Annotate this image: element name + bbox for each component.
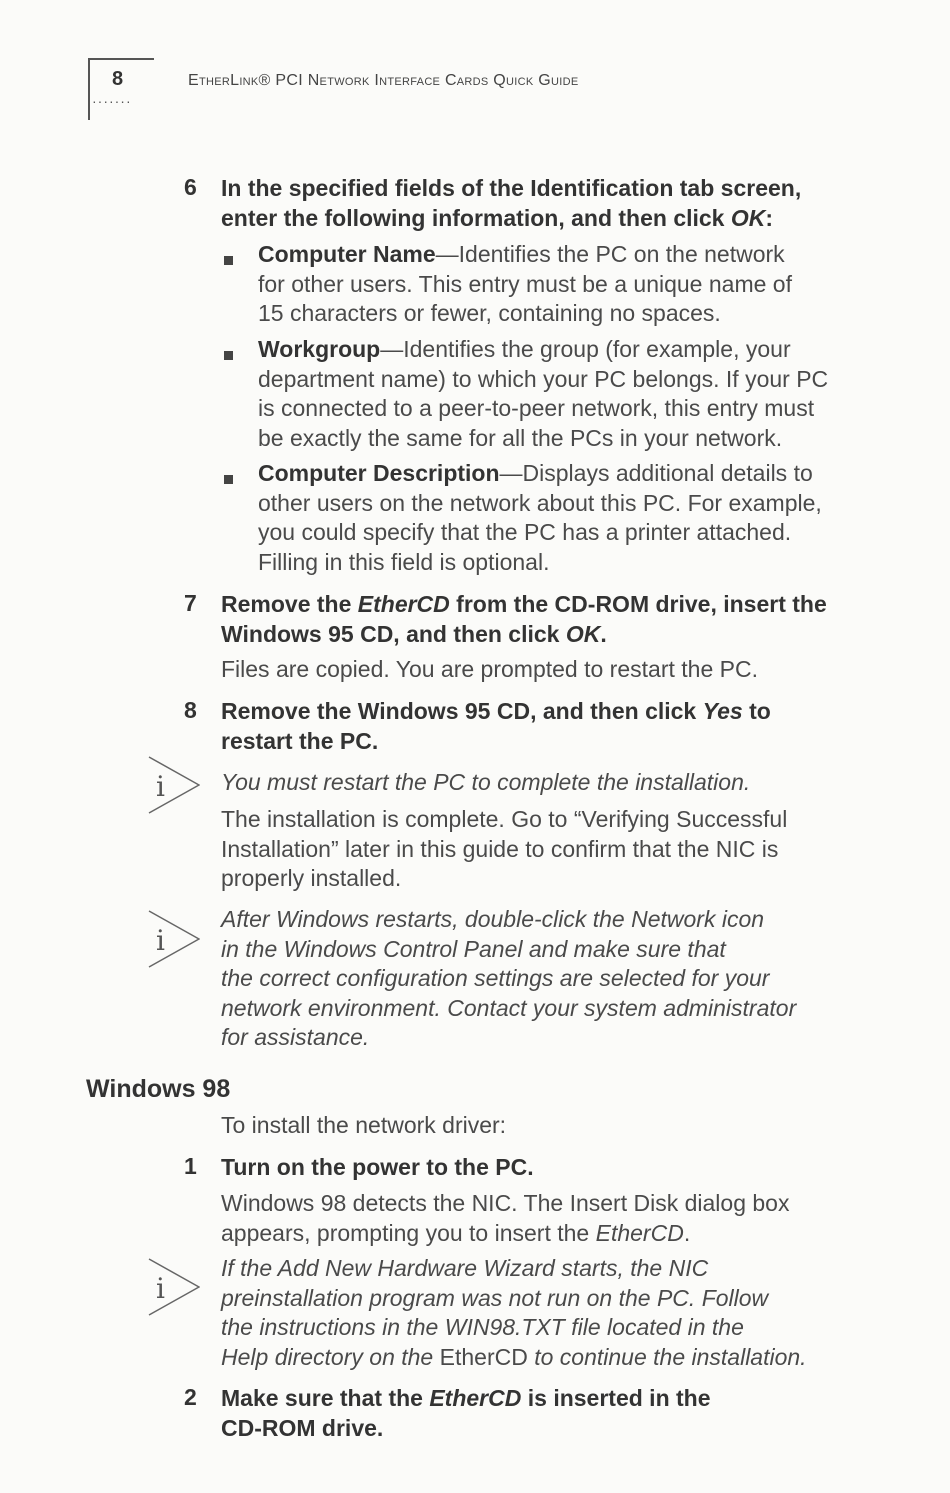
page-corner-mark: ······· — [88, 58, 154, 120]
win98-intro: To install the network driver: — [221, 1112, 507, 1138]
svg-text:i: i — [156, 770, 165, 803]
win98-step-1-result: Windows 98 detects the NIC. The Insert Disk dialog box appears, prompting you to insert the EtherCD. — [221, 1190, 790, 1246]
note-network-config: After Windows restarts, double-click the Network icon in the Windows Control Panel and make sure that the correct configuration settings are selected for your network environment. Contact your system administrator for assistance. — [221, 906, 797, 1050]
svg-text:i: i — [156, 1272, 165, 1305]
step-number-2: 2 — [184, 1384, 197, 1410]
win98-step-1-title: Turn on the power to the PC. — [221, 1154, 534, 1180]
info-icon — [148, 1258, 200, 1316]
step-number-1: 1 — [184, 1153, 197, 1179]
step-7-title: Remove the EtherCD from the CD-ROM drive, insert the Windows 95 CD, and then click OK. — [221, 591, 827, 647]
step-6-title: In the specified fields of the Identification tab screen, enter the following information, and then click OK: — [221, 175, 802, 231]
step-7-result: Files are copied. You are prompted to restart the PC. — [221, 656, 758, 682]
step-number-7: 7 — [184, 590, 197, 616]
svg-text:i: i — [156, 924, 165, 957]
note-restart: You must restart the PC to complete the installation. — [221, 769, 751, 795]
step-number-6: 6 — [184, 174, 197, 200]
note-add-new-hardware: If the Add New Hardware Wizard starts, the NIC preinstallation program was not run on the PC. Follow the instructions in the WIN98.TXT file located in the Help directory on the EtherCD to continue the installation. — [221, 1255, 807, 1370]
document-page: ······· 8 EtherLink® PCI Network Interface Cards Quick Guide 6 In the specified fields of the Identification tab screen, enter the following information, and then click OK: Computer Name—Identifies the PC on the network for other users. This entry must be a unique name of 15 characters or fewer, containing no spaces. Workgroup—Identifies the group (for example, your department name) to which your PC belongs. If your PC is connected to a peer-to-peer network, this entry must be exactly the same for all the PCs in your network. Computer Description—Displays additional details to other users on the network about this PC. For example, you could specify that the PC has a printer attached. Filling in this field is optional. 7 Remove the EtherCD from the CD-ROM drive, insert the Windows 95 CD, and then click OK. Files are copied. You are prompted to restart the PC. 8 Remove the Windows 95 CD, and then click Yes to restart the PC. i You must restart the PC to complete the installation. The installation is complete. Go to “Verifying Successful Installation” later in this guide to confirm that the NIC is properly installed. i After Windows restarts, double-click the Network icon in the Windows Control Panel and make sure that the correct configuration settings are selected for your network environment. Contact your system administrator for assistance. Windows 98 To install the network driver: 1 Turn on the power to the PC. Windows 98 detects the NIC. The Insert Disk dialog box appears, prompting you to insert the EtherCD. i If the Add New Hardware Wizard starts, the NIC preinstallation program was not run on the PC. Follow the instructions in the WIN98.TXT file located in the Help directory on the EtherCD to continue the installation. 2 Make sure that the EtherCD is inserted in the CD-ROM drive. — [0, 0, 950, 1493]
step-number-8: 8 — [184, 697, 197, 723]
win98-step-2-title: Make sure that the EtherCD is inserted in the CD-ROM drive. — [221, 1385, 711, 1441]
step-8-title: Remove the Windows 95 CD, and then click Yes to restart the PC. — [221, 698, 771, 754]
installation-complete-text: The installation is complete. Go to “Verifying Successful Installation” later in this guide to confirm that the NIC is properly installed. — [221, 806, 788, 891]
info-icon — [148, 756, 200, 814]
info-icon — [148, 910, 200, 968]
page-number: 8 — [112, 68, 124, 90]
section-heading-windows-98: Windows 98 — [86, 1075, 231, 1103]
running-head: EtherLink® PCI Network Interface Cards Quick Guide — [188, 72, 579, 89]
